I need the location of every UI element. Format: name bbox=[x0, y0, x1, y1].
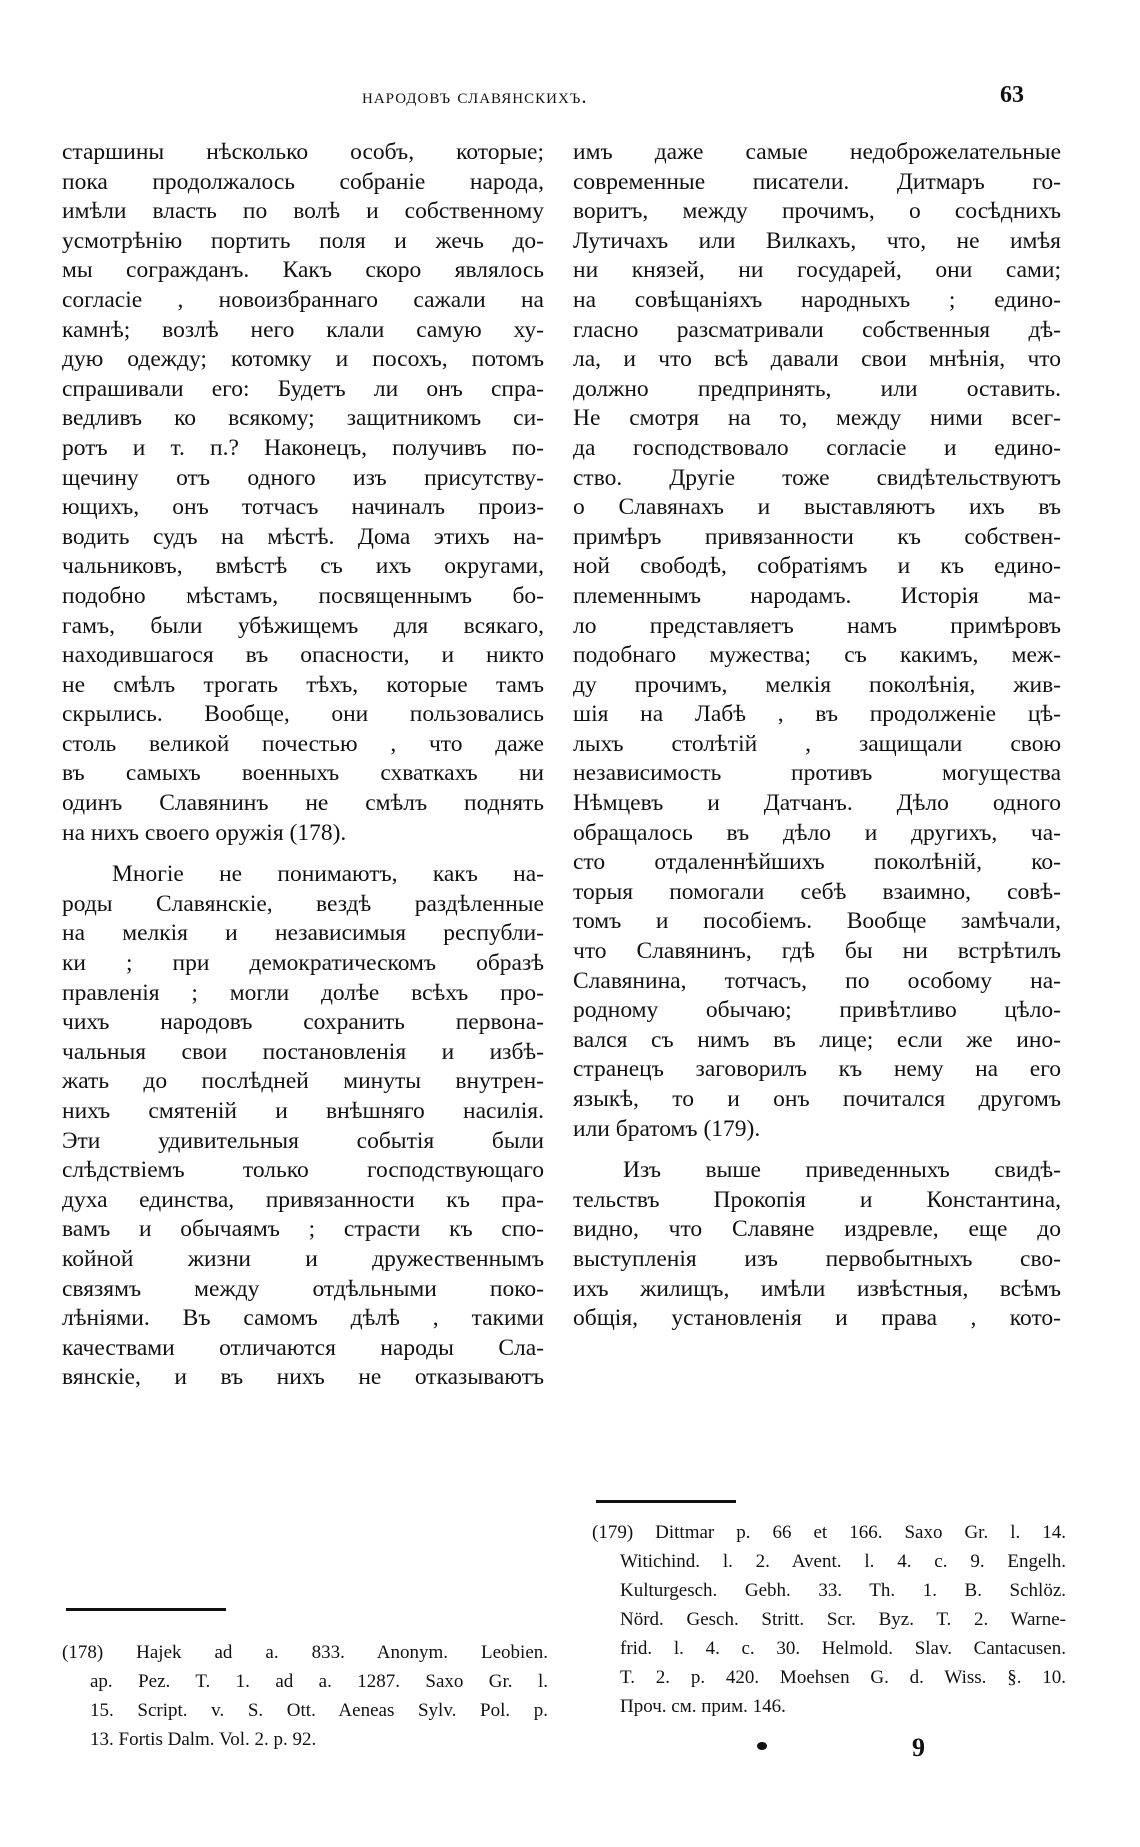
footnote-line: Проч. см. прим. 146. bbox=[620, 1696, 786, 1717]
text-line: гамъ, были убѣжищемъ для всякаго, bbox=[62, 612, 544, 639]
text-line: лѣніями. Въ самомъ дѣлѣ , такими bbox=[62, 1305, 544, 1332]
footnote-line: Kulturgesch. Gebh. 33. Th. 1. B. Schlöz. bbox=[620, 1580, 1066, 1601]
text-line: ихъ жилищъ, имѣли извѣстныя, всѣмъ bbox=[573, 1275, 1061, 1302]
text-line: должно предпринять, или оставить. bbox=[573, 375, 1061, 402]
left-column bbox=[62, 138, 544, 1393]
signature-mark: 9 bbox=[912, 1733, 925, 1762]
text-line: столь великой почестью , что даже bbox=[62, 730, 544, 757]
text-line: роды Славянскіе, вездѣ раздѣленные bbox=[62, 890, 544, 917]
text-line: Эти удивительныя событія были bbox=[62, 1127, 544, 1154]
text-line: томъ и пособіемъ. Вообще замѣчали, bbox=[573, 908, 1061, 935]
text-line: находившагося въ опасности, и никто bbox=[62, 642, 544, 669]
text-line: спрашивали его: Будетъ ли онъ спра- bbox=[62, 375, 544, 402]
text-line: независимость противъ могущества bbox=[573, 760, 1061, 787]
text-line: жать до послѣдней минуты внутрен- bbox=[62, 1068, 544, 1095]
text-line: Лутичахъ или Вилкахъ, что, не имѣя bbox=[573, 227, 1061, 254]
text-line: Не смотря на то, между ними всег- bbox=[573, 405, 1061, 432]
text-line: ющихъ, онъ тотчасъ начиналъ произ- bbox=[62, 494, 544, 521]
text-line: старшины нѣсколько особъ, которые; bbox=[62, 139, 544, 165]
text-line: имѣли власть по волѣ и собственному bbox=[62, 198, 544, 225]
footnote-line: Witichind. l. 2. Avent. l. 4. c. 9. Engelh. bbox=[620, 1551, 1066, 1572]
text-line: камнѣ; возлѣ него клали самую ху- bbox=[62, 316, 544, 343]
footnote-line: (179) Dittmar p. 66 et 166. Saxo Gr. l. 14. bbox=[592, 1522, 1066, 1543]
text-line: чальныя свои постановленія и избѣ- bbox=[62, 1038, 544, 1065]
text-line: что Славянинъ, гдѣ бы ни встрѣтилъ bbox=[573, 938, 1061, 965]
text-line: или братомъ (179). bbox=[573, 1115, 761, 1142]
footnote-line: T. 2. p. 420. Moehsen G. d. Wiss. §. 10. bbox=[620, 1667, 1066, 1688]
text-line: въ самыхъ военныхъ схваткахъ ни bbox=[62, 760, 544, 787]
text-line: подобнаго мужества; съ какимъ, меж- bbox=[573, 642, 1061, 669]
text-line: современные писатели. Дитмаръ го- bbox=[573, 168, 1061, 195]
text-line: связямъ между отдѣльными поко- bbox=[62, 1275, 544, 1302]
paragraph-gap bbox=[62, 848, 544, 860]
paragraph-gap bbox=[573, 1144, 1061, 1156]
text-line: ло представляетъ намъ примѣровъ bbox=[573, 612, 1061, 639]
page-number: 63 bbox=[1000, 82, 1024, 108]
text-line: ство. Другіе тоже свидѣтельствуютъ bbox=[573, 464, 1061, 491]
text-line: ду прочимъ, мелкія поколѣнія, жив- bbox=[573, 671, 1061, 698]
right-column bbox=[573, 138, 1061, 1334]
text-line: лыхъ столѣтій , защищали свою bbox=[573, 730, 1061, 757]
footnotes-right bbox=[592, 1518, 1066, 1721]
text-line: дую одежду; котомку и посохъ, потомъ bbox=[62, 346, 544, 373]
running-title: народовъ славянскихъ. bbox=[362, 84, 588, 108]
text-line: усмотрѣнію портить поля и жечь до- bbox=[62, 227, 544, 254]
text-line: ла, и что всѣ давали свои мнѣнія, что bbox=[573, 346, 1061, 373]
footnote-line: ap. Pez. T. 1. ad a. 1287. Saxo Gr. l. bbox=[90, 1671, 548, 1692]
footnote-rule-left bbox=[66, 1608, 226, 1611]
text-line: койной жизни и дружественнымъ bbox=[62, 1245, 544, 1272]
footnote-line: frid. l. 4. c. 30. Helmold. Slav. Cantacusen. bbox=[620, 1638, 1066, 1659]
text-line: щечину отъ одного изъ присутству- bbox=[62, 464, 544, 491]
text-line: Изъ выше приведенныхъ свидѣ- bbox=[623, 1157, 1061, 1184]
text-line: не смѣлъ трогать тѣхъ, которые тамъ bbox=[62, 671, 544, 698]
text-line: духа единства, привязанности къ пра- bbox=[62, 1186, 544, 1213]
text-line: выступленія изъ первобытныхъ сво- bbox=[573, 1245, 1061, 1272]
text-line: сто отдаленнѣйшихъ поколѣній, ко- bbox=[573, 849, 1061, 876]
text-line: пока продолжалось собраніе народа, bbox=[62, 168, 544, 195]
footnote-line: Nörd. Gesch. Stritt. Scr. Byz. T. 2. Warne- bbox=[620, 1609, 1066, 1630]
text-line: одинъ Славянинъ не смѣлъ поднять bbox=[62, 790, 544, 817]
text-line: ной свободѣ, собратіямъ и къ едино- bbox=[573, 553, 1061, 580]
text-line: имъ даже самые недоброжелательные bbox=[573, 139, 1061, 165]
text-line: качествами отличаются народы Сла- bbox=[62, 1334, 544, 1361]
text-line: мы согражданъ. Какъ скоро являлось bbox=[62, 257, 544, 284]
text-line: на совѣщаніяхъ народныхъ ; едино- bbox=[573, 286, 1061, 313]
text-line: ведливъ ко всякому; защитникомъ си- bbox=[62, 405, 544, 432]
text-line: примѣръ привязанности къ собствен- bbox=[573, 523, 1061, 550]
text-line: языкѣ, то и онъ почитался другомъ bbox=[573, 1086, 1061, 1112]
printer-dot-mark bbox=[757, 1742, 767, 1750]
footnote-rule-right bbox=[596, 1500, 736, 1503]
text-line: скрылись. Вообще, они пользовались bbox=[62, 701, 544, 728]
text-line: тельствъ Прокопія и Константина, bbox=[573, 1186, 1061, 1213]
text-line: ни князей, ни государей, они сами; bbox=[573, 257, 1061, 284]
footnote-line: 13. Fortis Dalm. Vol. 2. p. 92. bbox=[90, 1729, 317, 1750]
text-line: слѣдствіемъ только господствующаго bbox=[62, 1157, 544, 1184]
text-line: общія, установленія и права , кото- bbox=[573, 1305, 1061, 1332]
text-line: Славянина, тотчасъ, по особому на- bbox=[573, 967, 1061, 994]
text-line: торыя помогали себѣ взаимно, совѣ- bbox=[573, 878, 1061, 905]
text-line: подобно мѣстамъ, посвященнымъ бо- bbox=[62, 582, 544, 609]
text-line: Нѣмцевъ и Датчанъ. Дѣло одного bbox=[573, 790, 1061, 817]
text-line: странецъ заговорилъ къ нему на его bbox=[573, 1056, 1061, 1083]
text-line: на нихъ своего оружія (178). bbox=[62, 819, 347, 846]
text-line: правленія ; могли долѣе всѣхъ про- bbox=[62, 979, 544, 1006]
text-line: вался съ нимъ въ лице; если же ино- bbox=[573, 1026, 1061, 1053]
text-line: племеннымъ народамъ. Исторія ма- bbox=[573, 582, 1061, 609]
text-line: воритъ, между прочимъ, о сосѣднихъ bbox=[573, 198, 1061, 225]
running-head bbox=[0, 84, 1140, 114]
text-line: чихъ народовъ сохранить первона- bbox=[62, 1009, 544, 1036]
text-line: родному обычаю; привѣтливо цѣло- bbox=[573, 997, 1061, 1024]
text-line: гласно разсматривали собственныя дѣ- bbox=[573, 316, 1061, 343]
footnotes-left bbox=[62, 1638, 548, 1754]
text-line: шія на Лабѣ , въ продолженіе цѣ- bbox=[573, 701, 1061, 728]
text-line: водить судъ на мѣстѣ. Дома этихъ на- bbox=[62, 523, 544, 550]
footnote-line: 15. Script. v. S. Ott. Aeneas Sylv. Pol. p. bbox=[90, 1700, 548, 1721]
text-line: на мелкія и независимыя республи- bbox=[62, 920, 544, 947]
text-line: Многіе не понимаютъ, какъ на- bbox=[112, 861, 544, 888]
text-line: да господствовало согласіе и едино- bbox=[573, 434, 1061, 461]
text-line: вянскіе, и въ нихъ не отказываютъ bbox=[62, 1364, 544, 1391]
text-line: обращалось въ дѣло и другихъ, ча- bbox=[573, 819, 1061, 846]
footnote-line: (178) Hajek ad a. 833. Anonym. Leobien. bbox=[62, 1642, 548, 1663]
text-line: ки ; при демократическомъ образѣ bbox=[62, 950, 544, 977]
text-line: нихъ смятеній и внѣшняго насилія. bbox=[62, 1098, 544, 1124]
text-line: согласіе , новоизбраннаго сажали на bbox=[62, 286, 544, 313]
text-line: ротъ и т. п.? Наконецъ, получивъ по- bbox=[62, 434, 544, 461]
text-line: видно, что Славяне издревле, еще до bbox=[573, 1216, 1061, 1243]
text-line: чальниковъ, вмѣстѣ съ ихъ округами, bbox=[62, 553, 544, 580]
text-line: о Славянахъ и выставляютъ ихъ въ bbox=[573, 494, 1061, 521]
text-line: вамъ и обычаямъ ; страсти къ спо- bbox=[62, 1216, 544, 1243]
